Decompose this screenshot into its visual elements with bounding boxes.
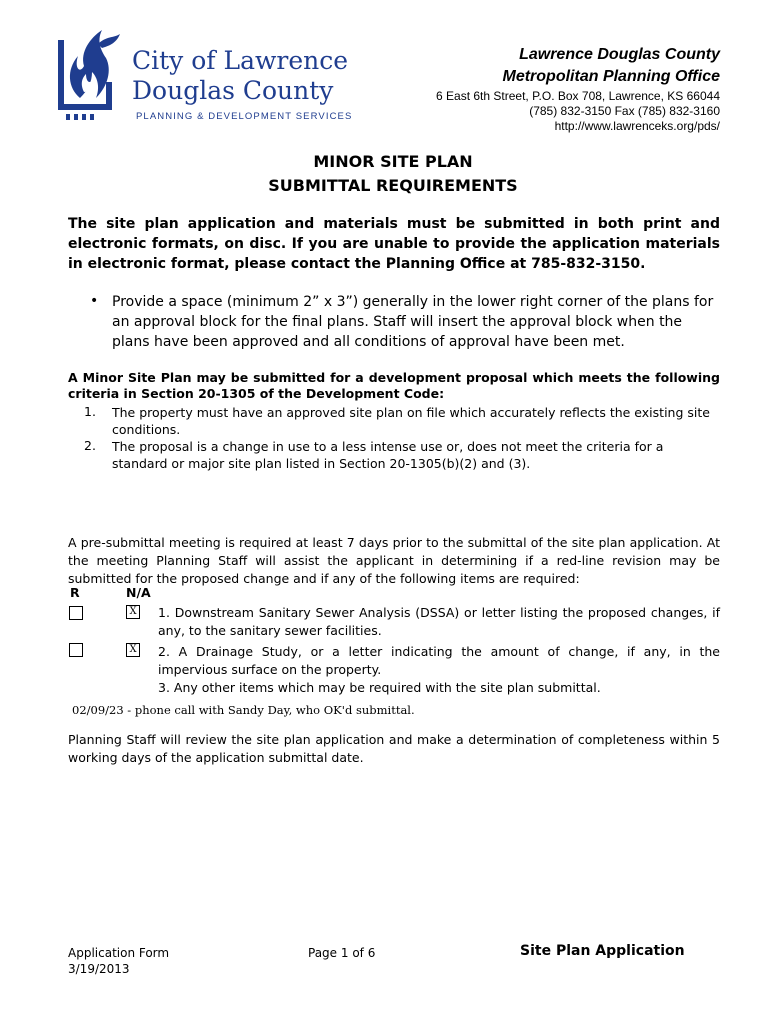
criteria-item: The proposal is a change in use to a less intense use or, does not meet the criteria for a standard or major site plan listed in Section 20-1305(b)(2) and (3).	[112, 439, 664, 471]
agency-address: 6 East 6th Street, P.O. Box 708, Lawrence, KS 66044	[436, 89, 720, 103]
required-checkbox-drainage[interactable]	[69, 643, 83, 657]
phone-call-note: 02/09/23 - phone call with Sandy Day, who OK'd submittal.	[72, 703, 415, 717]
agency-phone: (785) 832-3150 Fax (785) 832-3160	[529, 104, 720, 118]
page-title: MINOR SITE PLAN	[313, 152, 473, 171]
checklist-item-other: 3. Any other items which may be required with the site plan submittal.	[158, 680, 601, 695]
agency-name-line2: Metropolitan Planning Office	[502, 68, 720, 85]
agency-name-line1: Lawrence Douglas County	[519, 46, 720, 63]
criteria-number: 2.	[84, 438, 96, 453]
footer-date: 3/19/2013	[68, 962, 130, 976]
logo-county-name: Douglas County	[132, 76, 334, 105]
logo-department: PLANNING & DEVELOPMENT SERVICES	[136, 111, 353, 122]
na-checkbox-dssa[interactable]: X	[126, 605, 140, 619]
logo-city-name: City of Lawrence	[132, 46, 349, 75]
flame-emblem-icon	[50, 22, 122, 122]
criteria-number: 1.	[84, 404, 96, 419]
pre-submittal-paragraph: A pre-submittal meeting is required at least 7 days prior to the submittal of the site plan application. At the meeting Planning Staff will assist the applicant in determining if a red-line revision may be submitted for the proposed change and if any of the following items are required:	[68, 535, 720, 586]
page-subtitle: SUBMITTAL REQUIREMENTS	[268, 176, 518, 195]
criteria-heading: A Minor Site Plan may be submitted for a development proposal which meets the following criteria in Section 20-1305 of the Development Code:	[68, 370, 720, 401]
required-checkbox-dssa[interactable]	[69, 606, 83, 620]
footer-form-label: Application Form	[68, 946, 170, 960]
na-checkbox-drainage[interactable]: X	[126, 643, 140, 657]
checklist-item-dssa: 1. Downstream Sanitary Sewer Analysis (DSSA) or letter listing the proposed changes, if any, to the sanitary sewer facilities.	[158, 605, 720, 638]
footer-page-number: Page 1 of 6	[308, 946, 376, 960]
agency-url[interactable]: http://www.lawrenceks.org/pds/	[554, 119, 720, 133]
criteria-item: The property must have an approved site plan on file which accurately reflects the existing site conditions.	[112, 405, 710, 437]
checklist-item-drainage: 2. A Drainage Study, or a letter indicating the amount of change, if any, in the impervious surface on the property.	[158, 644, 720, 677]
column-header-required: R	[70, 585, 80, 600]
bullet-icon: •	[90, 293, 99, 309]
intro-paragraph: The site plan application and materials must be submitted in both print and electronic formats, on disc. If you are unable to provide the application materials in electronic format, please contact the Planning Office at 785-832-3150.	[68, 216, 720, 272]
column-header-not-applicable: N/A	[126, 585, 151, 600]
footer-document-title: Site Plan Application	[520, 943, 685, 959]
approval-block-instruction: Provide a space (minimum 2” x 3”) generally in the lower right corner of the plans for an approval block for the final plans. Staff will insert the approval block when the plans have been approved and all conditions of approval have been met.	[112, 294, 714, 350]
review-paragraph: Planning Staff will review the site plan application and make a determination of completeness within 5 working days of the application submittal date.	[68, 732, 720, 765]
